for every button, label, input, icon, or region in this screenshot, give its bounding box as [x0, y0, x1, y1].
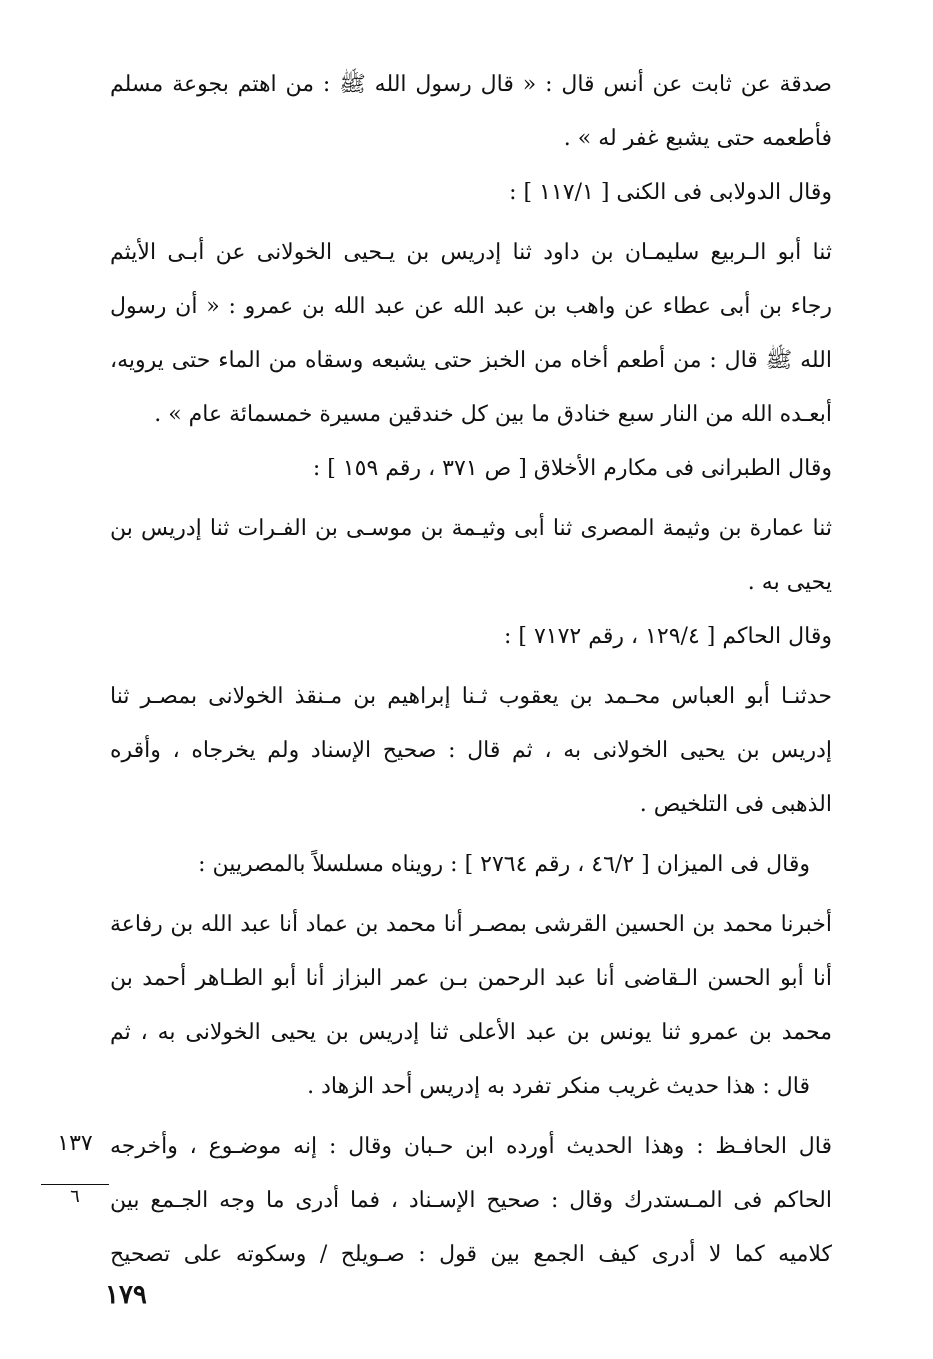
text-line: وقال فى الميزان [ ٤٦/٢ ، رقم ٢٧٦٤ ] : رويناه مسلسلاً بالمصريين : — [198, 852, 810, 877]
text-line: محمد بن عمرو ثنا يونس بن عبد الأعلى ثنا إدريس بن يحيى الخولانى به ، ثم — [110, 1020, 832, 1045]
folio-divider — [41, 1184, 109, 1185]
page-number: ١٧٩ — [105, 1280, 147, 1310]
text-line: قال : هذا حديث غريب منكر تفرد به إدريس أحد الزهاد . — [307, 1074, 810, 1099]
text-line: كلاميه كما لا أدرى كيف الجمع بين قول : صـويلح / وسكوته على تصحيح — [110, 1242, 832, 1267]
text-line: أنا أبو الحسن الـقاضى أنا عبد الرحمن بـن عمر البزاز أنا أبو الطـاهر أحمد بن — [110, 966, 832, 991]
text-line: إدريس بن يحيى الخولانى به ، ثم قال : صحيح الإسناد ولم يخرجاه ، وأقره — [110, 738, 832, 763]
text-line: ثنا عمارة بن وثيمة المصرى ثنا أبى وثيـمة بن موسـى بن الفـرات ثنا إدريس بن — [110, 516, 832, 541]
text-line: وقال الدولابى فى الكنى [ ١١٧/١ ] : — [509, 180, 832, 205]
folio-side: ٦ — [70, 1186, 80, 1207]
text-line: الذهبى فى التلخيص . — [639, 792, 832, 817]
folio-number: ١٣٧ — [57, 1131, 93, 1156]
text-line: صدقة عن ثابت عن أنس قال : « قال رسول الله ﷺ : من اهتم بجوعة مسلم — [110, 72, 832, 97]
text-line: قال الحافـظ : وهذا الحديث أورده ابن حـبان وقال : إنه موضـوع ، وأخرجه — [110, 1134, 832, 1159]
text-line: الحاكم فى المـستدرك وقال : صحيح الإسـناد ، فما أدرى ما وجه الجـمع بين — [110, 1188, 832, 1213]
text-line: أبعـده الله من النار سبع خنادق ما بين كل خندقين مسيرة خمسمائة عام » . — [154, 402, 832, 427]
text-line: رجاء بن أبى عطاء عن واهب بن عبد الله عن عبد الله بن عمرو : « أن رسول — [110, 294, 832, 319]
text-line: الله ﷺ قال : من أطعم أخاه من الخبز حتى يشبعه وسقاه من الماء حتى يرويه، — [110, 348, 832, 373]
manuscript-folio-marker — [40, 1130, 110, 1207]
text-line: وقال الحاكم [ ١٢٩/٤ ، رقم ٧١٧٢ ] : — [503, 624, 832, 649]
text-line: فأطعمه حتى يشبع غفر له » . — [563, 126, 832, 151]
text-line: حدثنـا أبو العباس محـمد بن يعقوب ثـنا إبراهيم بن مـنقذ الخولانى بمصـر ثنا — [110, 684, 832, 709]
text-line: يحيى به . — [747, 570, 832, 595]
text-line: وقال الطبرانى فى مكارم الأخلاق [ ص ٣٧١ ، رقم ١٥٩ ] : — [312, 456, 832, 481]
text-line: ثنا أبو الـربيع سليمـان بن داود ثنا إدريس بن يـحيى الخولانى عن أبـى الأيثم — [110, 240, 832, 265]
text-line: أخبرنا محمد بن الحسين القرشى بمصـر أنا محمد بن عماد أنا عبد الله بن رفاعة — [110, 912, 832, 937]
text-block-1 — [110, 58, 832, 1282]
